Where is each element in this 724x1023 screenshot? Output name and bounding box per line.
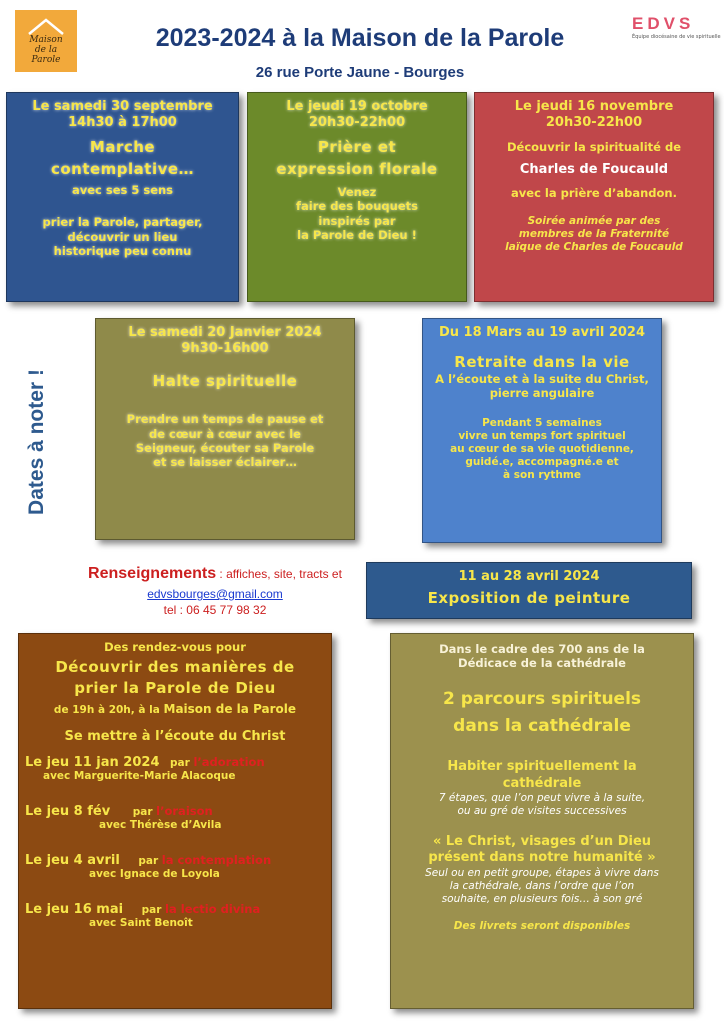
cath-intro: Dans le cadre des 700 ans de la [439,642,645,656]
email-link[interactable]: edvsbourges@gmail.com [147,587,283,601]
parcours-1-title-2: cathédrale [502,775,582,791]
rdv-par: par [138,855,162,868]
event-time: 20h30-22h00 [308,115,406,131]
event-date: Le jeudi 19 octobre [286,99,428,114]
event-date: Le jeudi 16 novembre [514,99,674,114]
rdv-event-line [19,804,331,819]
event-note: Soirée animée par des [527,214,661,227]
side-label: Dates à noter ! [25,369,48,515]
rdv-event [19,755,331,782]
cath-title-2: dans la cathédrale [453,716,631,736]
event-desc: de cœur à cœur avec le [149,426,301,441]
rdv-intro: Des rendez-vous pour [104,640,246,654]
parcours-2-title: « Le Christ, visages d’un Dieu [432,834,652,849]
event-date: Le samedi 20 Janvier 2024 [128,325,322,340]
parcours-2-desc: Seul ou en petit groupe, étapes à vivre dans [425,866,659,879]
rdv-mode: la lectio divina [165,902,261,917]
rdv-event-line [19,853,331,868]
event-date: Du 18 Mars au 19 avril 2024 [438,325,646,340]
event-line: avec la prière d’abandon. [511,186,677,201]
event-desc: prier la Parole, partager, [42,215,203,230]
cath-footer: Des livrets seront disponibles [453,919,631,932]
rdv-time-place: Maison de la Parole [163,701,297,716]
cath-intro-2: Dédicace de la cathédrale [458,656,626,671]
rdv-mode: l’adoration [193,755,265,770]
event-sub: pierre angulaire [489,386,595,401]
event-line: Découvrir la spiritualité de [506,139,682,154]
event-box-foucauld [474,92,714,302]
rdv-event-line [19,902,331,917]
event-desc: au cœur de sa vie quotidienne, [450,443,634,455]
rdv-time-pre: de 19h à 20h, à la [53,703,164,716]
info-line [70,565,360,583]
event-desc: à son rythme [503,469,581,482]
event-box-exposition [366,562,692,619]
rdv-par: par [170,757,194,770]
parcours-1-desc: 7 étapes, que l’on peut vivre à la suite, [438,791,646,804]
rdv-par: par [132,806,157,819]
event-desc: Prendre un temps de pause et [126,412,324,427]
event-box-priere [247,92,467,302]
rdv-date: Le jeu 11 jan 2024 [25,755,160,771]
event-desc: Seigneur, écouter sa Parole [135,441,315,455]
address: 26 rue Porte Jaune - Bourges [255,64,465,81]
event-title: Marche [89,137,156,156]
edvs-logo [632,14,721,44]
event-title-2: contemplative… [50,160,195,179]
rdv-event [19,853,331,880]
rdv-date: Le jeu 8 fév [25,804,111,820]
event-desc: Venez [337,185,377,199]
event-desc: inspirés par [318,213,396,228]
rdv-with: avec Ignace de Loyola [89,868,220,881]
event-time: 9h30-16h00 [181,341,269,357]
event-box-halte [95,318,355,540]
event-title: Charles de Foucauld [519,161,669,177]
rdv-with: avec Marguerite-Marie Alacoque [43,770,236,783]
rdv-subtitle: Se mettre à l’écoute du Christ [64,729,286,744]
event-title: Exposition de peinture [427,589,631,608]
event-desc: la Parole de Dieu ! [297,228,417,243]
cath-title: 2 parcours spirituels [442,688,642,709]
event-title-2: expression florale [276,160,438,179]
phone: tel : 06 45 77 98 32 [163,603,267,617]
event-note: membres de la Fraternité [518,227,670,240]
event-time: 20h30-22h00 [545,115,643,131]
info-block [70,565,360,617]
page-title: 2023-2024 à la Maison de la Parole [155,24,565,52]
event-desc: faire des bouquets [296,199,418,214]
event-desc: vivre un temps fort spirituel [458,429,626,442]
event-box-marche [6,92,239,302]
event-desc: guidé.e, accompagné.e et [465,456,619,469]
event-subtitle: avec ses 5 sens [71,183,174,197]
rdv-with: avec Saint Benoît [89,917,193,930]
logo-text: Maison de la Parole [29,35,63,65]
event-time: 14h30 à 17h00 [68,115,177,131]
rdv-date: Le jeu 4 avril [25,853,120,869]
info-rest: : affiches, site, tracts et [216,567,342,581]
rdv-title: Découvrir des manières de [55,658,295,677]
rdv-mode: l’oraison [156,804,213,819]
rdv-title-2: prier la Parole de Dieu [74,679,276,698]
event-box-cathedrale [390,633,694,1009]
rdv-with: avec Thérèse d’Avila [99,819,222,832]
rdv-par: par [141,904,166,917]
event-sub: A l’écoute et à la suite du Christ, [435,372,649,386]
rdv-mode: la contemplation [161,853,272,868]
rdv-event [19,804,331,831]
rdv-date: Le jeu 16 mai [25,902,124,918]
rdv-event-line [19,755,331,770]
edvs-subtitle: Équipe diocésaine de vie spirituelle [632,34,721,40]
info-label: Renseignements [88,565,217,582]
rdv-time [19,702,331,717]
event-desc: et se laisser éclairer… [153,455,297,470]
event-desc: Pendant 5 semaines [482,416,602,429]
rdv-event [19,902,331,929]
event-title: Prière et [317,137,397,156]
event-box-retraite [422,318,662,543]
event-date: Le samedi 30 septembre [32,99,213,114]
rdv-events [19,755,331,929]
parcours-2-desc: la cathédrale, dans l’ordre que l’on [449,879,635,892]
event-title: Retraite dans la vie [454,353,630,372]
event-box-rendez-vous [18,633,332,1009]
event-date: 11 au 28 avril 2024 [458,569,600,584]
parcours-2-desc: souhaite, en plusieurs fois… à son gré [441,892,643,905]
parcours-1-desc: ou au gré de visites successives [457,804,627,817]
event-desc: découvrir un lieu [67,229,178,244]
event-note: laïque de Charles de Foucauld [505,240,683,253]
parcours-2-title-2: présent dans notre humanité » [428,850,656,866]
maison-logo [15,10,77,72]
event-title: Halte spirituelle [152,371,298,390]
parcours-1-title: Habiter spirituellement la [447,759,637,775]
event-desc: historique peu connu [53,244,192,259]
edvs-letters: EDVS [632,14,695,33]
